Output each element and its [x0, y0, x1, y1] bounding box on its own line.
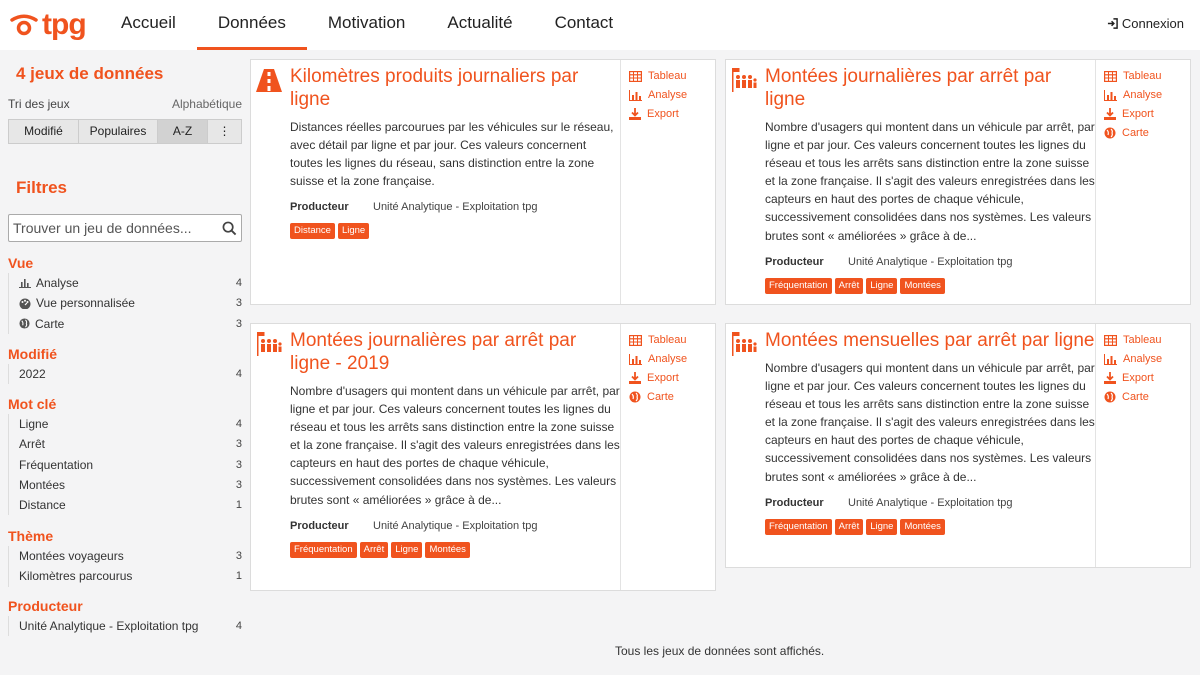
- filter-group-title: Producteur: [8, 598, 83, 614]
- sidebar: [0, 50, 250, 675]
- filter-item-label: 2022: [19, 367, 46, 382]
- filter-item-label: Carte: [35, 316, 65, 331]
- bar-chart-icon: [1104, 354, 1117, 365]
- filter-item-montees-voyageurs[interactable]: [8, 546, 242, 566]
- filter-group-title: Thème: [8, 528, 54, 544]
- sort-label: Tri des jeux: [8, 97, 70, 111]
- filter-item-label: Arrêt: [19, 437, 46, 452]
- filter-item-label: Vue personnalisée: [36, 296, 135, 311]
- card-title-link[interactable]: Montées mensuelles par arrêt par ligne: [765, 330, 1095, 351]
- filter-item-label: Distance: [19, 498, 66, 513]
- sort-az-button[interactable]: A-Z: [158, 120, 208, 143]
- card-title-link[interactable]: Montées journalières par arrêt par ligne: [765, 66, 1052, 110]
- nav-contact[interactable]: Contact: [554, 13, 614, 32]
- card-producer: [765, 255, 1095, 269]
- filter-item-label: Montées voyageurs: [19, 549, 124, 564]
- filter-group-vue: [8, 253, 242, 334]
- table-icon: [629, 335, 642, 346]
- action-export[interactable]: [621, 105, 715, 124]
- action-label: Carte: [1122, 391, 1149, 404]
- producer-label: Producteur: [765, 255, 824, 268]
- producer-value: Unité Analytique - Exploitation tpg: [373, 201, 538, 214]
- table-icon: [1104, 335, 1117, 346]
- tpg-logo-icon: [10, 14, 38, 36]
- filter-item-count: 3: [235, 550, 242, 563]
- filter-item-2022[interactable]: [8, 364, 242, 384]
- filter-item-label: Ligne: [19, 417, 49, 432]
- action-label: Analyse: [648, 89, 688, 102]
- action-carte[interactable]: [1096, 388, 1190, 407]
- producer-value: Unité Analytique - Exploitation tpg: [848, 496, 1013, 509]
- card-producer: [765, 496, 1095, 510]
- passengers-icon: [730, 66, 758, 94]
- card-actions: [1095, 324, 1190, 567]
- all-datasets-shown-note: Tous les jeux de données sont affichés.: [615, 644, 825, 658]
- card-description: Nombre d'usagers qui montent dans un véhicule par arrêt, par ligne et par jour. Ces valeurs concernent toutes les lignes du réseau et tous les arrêts sans distinction entre la zone suisse et la zone française. Il s'agit des valeurs enregistrées dans les capteurs en haut des portes de chaque véhicule, successivement consolidées dans nos systèmes. Les valeurs brutes sont « améliorées » grâce à de...: [765, 120, 1095, 243]
- card-actions: [620, 60, 715, 304]
- action-analyse[interactable]: [1096, 86, 1190, 105]
- action-label: Analyse: [648, 353, 688, 366]
- tag-badge[interactable]: Ligne: [866, 278, 897, 294]
- producer-label: Producteur: [290, 519, 349, 532]
- filter-item-count: 1: [235, 499, 242, 512]
- action-export[interactable]: [621, 369, 715, 388]
- globe-icon: [1104, 127, 1116, 139]
- action-label: Tableau: [648, 70, 687, 83]
- filter-item-frequentation[interactable]: [8, 455, 242, 475]
- action-export[interactable]: [1096, 105, 1190, 124]
- action-label: Tableau: [648, 334, 687, 347]
- filter-item-distance[interactable]: [8, 495, 242, 515]
- action-label: Tableau: [1123, 334, 1162, 347]
- sort-button-group: [8, 119, 242, 144]
- dataset-card: [725, 323, 1191, 568]
- action-label: Carte: [1122, 127, 1149, 140]
- bar-chart-icon: [1104, 90, 1117, 101]
- tag-badge[interactable]: Montées: [425, 542, 469, 558]
- action-label: Carte: [647, 391, 674, 404]
- tag-badge[interactable]: Distance: [290, 223, 335, 239]
- filter-item-count: 4: [235, 277, 242, 290]
- card-tags: [765, 278, 1095, 294]
- search-input[interactable]: [9, 220, 214, 236]
- nav-donnees[interactable]: Données: [197, 0, 307, 50]
- filter-item-count: 3: [235, 438, 242, 451]
- bar-chart-icon: [19, 278, 31, 288]
- tag-badge[interactable]: Arrêt: [360, 542, 389, 558]
- tag-badge[interactable]: Fréquentation: [290, 542, 357, 558]
- filter-item-count: 3: [235, 317, 242, 330]
- filter-item-montees[interactable]: [8, 475, 242, 495]
- card-actions: [620, 324, 715, 590]
- globe-icon: [1104, 391, 1116, 403]
- filter-item-count: 3: [235, 479, 242, 492]
- globe-icon: [629, 391, 641, 403]
- tag-badge[interactable]: Ligne: [338, 223, 369, 239]
- action-carte[interactable]: [621, 388, 715, 407]
- tag-badge[interactable]: Ligne: [866, 519, 897, 535]
- filter-item-vue-personnalisee[interactable]: [8, 293, 242, 313]
- tpg-logo[interactable]: [10, 7, 86, 43]
- action-carte[interactable]: [1096, 124, 1190, 143]
- dataset-count-title: 4 jeux de données: [16, 64, 164, 83]
- filter-item-label: Montées: [19, 478, 66, 493]
- action-analyse[interactable]: [621, 86, 715, 105]
- bar-chart-icon: [629, 90, 642, 101]
- sign-in-icon: [1107, 18, 1118, 29]
- card-producer: [290, 519, 620, 533]
- action-label: Export: [647, 372, 679, 385]
- producer-value: Unité Analytique - Exploitation tpg: [373, 519, 538, 532]
- filter-item-count: 4: [235, 368, 242, 381]
- action-analyse[interactable]: [1096, 350, 1190, 369]
- filter-item-count: 4: [235, 418, 242, 431]
- bar-chart-icon: [629, 354, 642, 365]
- filter-item-kilometres-parcourus[interactable]: [8, 566, 242, 586]
- table-icon: [629, 71, 642, 82]
- nav-actualite[interactable]: Actualité: [447, 13, 513, 32]
- action-label: Export: [1122, 372, 1154, 385]
- download-icon: [1104, 108, 1116, 120]
- action-label: Export: [647, 108, 679, 121]
- passengers-icon: [730, 330, 758, 358]
- nav-accueil[interactable]: Accueil: [121, 13, 176, 32]
- card-tags: [290, 223, 620, 239]
- filter-item-analyse[interactable]: [8, 273, 242, 293]
- action-tableau[interactable]: [1096, 67, 1190, 86]
- tag-badge[interactable]: Arrêt: [835, 278, 864, 294]
- dataset-card: [250, 59, 716, 305]
- download-icon: [1104, 372, 1116, 384]
- filter-item-carte[interactable]: [8, 314, 242, 334]
- card-tags: [765, 519, 1095, 535]
- action-export[interactable]: [1096, 369, 1190, 388]
- card-description: Nombre d'usagers qui montent dans un véhicule par arrêt, par ligne et par jour. Ces valeurs concernent toutes les lignes du réseau et tous les arrêts sans distinction entre la zone suisse et la zone française. Il s'agit des valeurs enregistrées dans les capteurs en haut des portes de chaque véhicule, successivement consolidées dans nos systèmes. Les valeurs brutes sont « améliorées » grâce à de...: [765, 361, 1095, 484]
- sort-modified-button[interactable]: Modifié: [9, 120, 79, 143]
- action-label: Export: [1122, 108, 1154, 121]
- filter-item-label: Kilomètres parcourus: [19, 569, 133, 584]
- login-link[interactable]: [1107, 16, 1184, 31]
- filter-group-title: Mot clé: [8, 396, 57, 412]
- filter-item-label: Analyse: [36, 276, 79, 291]
- nav-motivation[interactable]: Motivation: [327, 13, 406, 32]
- card-tags: [290, 542, 620, 558]
- filter-group-title: Modifié: [8, 346, 57, 362]
- producer-label: Producteur: [765, 496, 824, 509]
- action-label: Tableau: [1123, 70, 1162, 83]
- download-icon: [629, 108, 641, 120]
- action-tableau[interactable]: [621, 331, 715, 350]
- filter-item-count: 1: [235, 570, 242, 583]
- download-icon: [629, 372, 641, 384]
- filter-item-count: 3: [235, 297, 242, 310]
- sort-popular-button[interactable]: Populaires: [79, 120, 158, 143]
- main-nav: [100, 0, 634, 50]
- action-analyse[interactable]: [621, 350, 715, 369]
- filter-group-producteur: [8, 596, 242, 636]
- globe-icon: [19, 318, 30, 329]
- top-navbar: [0, 0, 1200, 50]
- tag-badge[interactable]: Montées: [900, 278, 944, 294]
- tag-badge[interactable]: Arrêt: [835, 519, 864, 535]
- sort-more-button[interactable]: ⋮: [208, 120, 241, 143]
- action-label: Analyse: [1123, 89, 1163, 102]
- filter-item-count: 3: [235, 458, 242, 471]
- card-title-link[interactable]: Montées journalières par arrêt par ligne - 2019: [290, 330, 577, 374]
- tag-badge[interactable]: Ligne: [391, 542, 422, 558]
- filters-title: Filtres: [16, 178, 68, 197]
- filter-group-mot-cle: [8, 394, 242, 515]
- action-label: Analyse: [1123, 353, 1163, 366]
- login-label: Connexion: [1121, 16, 1184, 31]
- filter-item-label: Unité Analytique - Exploitation tpg: [19, 619, 199, 634]
- road-icon: [255, 66, 283, 94]
- filter-item-count: 4: [235, 620, 242, 633]
- logo-text: tpg: [42, 8, 86, 41]
- card-producer: [290, 200, 620, 214]
- dataset-card: [725, 59, 1191, 305]
- action-tableau[interactable]: [621, 67, 715, 86]
- filter-group-theme: [8, 526, 242, 587]
- tag-badge[interactable]: Fréquentation: [765, 278, 832, 294]
- card-description: Nombre d'usagers qui montent dans un véhicule par arrêt, par ligne et par jour. Ces valeurs concernent toutes les lignes du réseau et tous les arrêts sans distinction entre la zone suisse et la zone française. Il s'agit des valeurs enregistrées dans les capteurs en haut des portes de chaque véhicule, successivement consolidées dans nos systèmes. Les valeurs brutes sont « améliorées » grâce à de...: [290, 384, 620, 507]
- card-actions: [1095, 60, 1190, 304]
- tag-badge[interactable]: Montées: [900, 519, 944, 535]
- filter-group-modifie: [8, 344, 242, 384]
- dataset-card: [250, 323, 716, 591]
- filter-item-arret[interactable]: [8, 434, 242, 454]
- producer-label: Producteur: [290, 201, 349, 214]
- card-title-link[interactable]: Kilomètres produits journaliers par ligne: [290, 66, 579, 110]
- filter-item-label: Fréquentation: [19, 457, 94, 472]
- producer-value: Unité Analytique - Exploitation tpg: [848, 255, 1013, 268]
- filter-item-unite-analytique[interactable]: [8, 616, 242, 636]
- search-icon[interactable]: [222, 221, 237, 236]
- filter-group-title: Vue: [8, 255, 34, 271]
- card-description: Distances réelles parcourues par les véhicules sur le réseau, avec détail par ligne et par jour. Ces valeurs concernent toutes les lignes du réseau, sans distinction entre la zone suisse et la zone française.: [290, 120, 614, 189]
- table-icon: [1104, 71, 1117, 82]
- dashboard-icon: [19, 298, 31, 309]
- sort-current-value: Alphabétique: [171, 97, 242, 111]
- search-box: [8, 214, 242, 242]
- filter-item-ligne[interactable]: [8, 414, 242, 434]
- passengers-icon: [255, 330, 283, 358]
- action-tableau[interactable]: [1096, 331, 1190, 350]
- tag-badge[interactable]: Fréquentation: [765, 519, 832, 535]
